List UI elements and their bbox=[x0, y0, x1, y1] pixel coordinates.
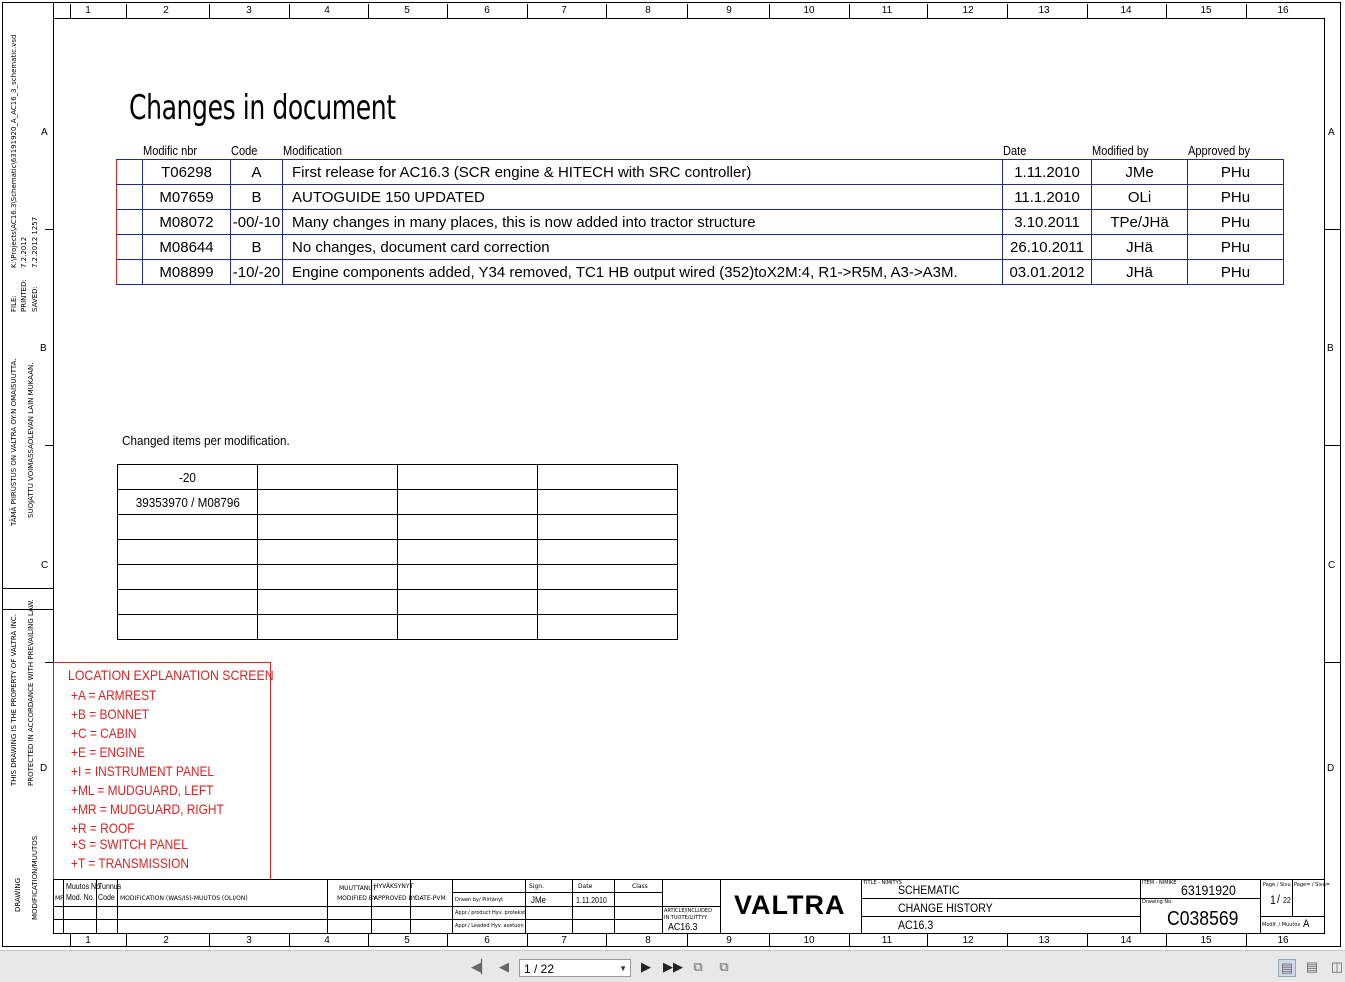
location-legend-item: +ML = MUDGUARD, LEFT bbox=[71, 782, 214, 798]
column-number: 14 bbox=[1120, 5, 1132, 16]
row-tick bbox=[1325, 445, 1341, 446]
row-letter: B bbox=[1327, 343, 1334, 354]
column-tick bbox=[1246, 4, 1247, 18]
location-legend-item: +E = ENGINE bbox=[71, 744, 146, 760]
header-approved-by: Approved by bbox=[1188, 143, 1251, 158]
forward-view-icon[interactable]: ⧉ bbox=[719, 959, 729, 974]
header-modific-nbr: Modific nbr bbox=[143, 143, 198, 158]
column-tick bbox=[769, 4, 770, 18]
column-number: 4 bbox=[324, 935, 330, 946]
change-nbr: M08072 bbox=[143, 210, 231, 235]
column-tick bbox=[1007, 933, 1008, 947]
items-row bbox=[118, 565, 678, 590]
column-tick bbox=[927, 4, 928, 18]
change-row bbox=[117, 185, 1284, 210]
column-tick bbox=[1087, 933, 1088, 947]
change-approved-by: PHu bbox=[1188, 160, 1284, 185]
row-tick bbox=[45, 662, 53, 663]
column-tick bbox=[368, 4, 369, 18]
location-legend-title: LOCATION EXPLANATION SCREEN bbox=[68, 667, 274, 683]
column-tick bbox=[289, 4, 290, 18]
items-cell bbox=[538, 540, 678, 565]
previous-page-icon[interactable]: ◀ bbox=[499, 959, 509, 974]
items-cell-text: 39353970 / M08796 bbox=[135, 494, 240, 510]
tb-page-label: Page / Sivu bbox=[1263, 882, 1291, 888]
tb-article-label: ARTICLE/INCLUDED IN TUOTE/LIITTYY bbox=[664, 908, 712, 921]
items-row bbox=[118, 490, 678, 515]
tb-title-2: CHANGE HISTORY bbox=[898, 901, 993, 915]
items-cell bbox=[118, 565, 258, 590]
tb-title-label: TITLE - NIMITYS bbox=[863, 880, 902, 886]
change-approved-by: PHu bbox=[1188, 260, 1284, 285]
column-number: 8 bbox=[645, 935, 651, 946]
header-code: Code bbox=[231, 143, 258, 158]
title-block-line bbox=[720, 879, 721, 933]
items-cell bbox=[258, 615, 398, 640]
frame-border bbox=[1324, 18, 1325, 933]
title-block-line bbox=[1260, 916, 1325, 917]
valtra-logo: VALTRA bbox=[734, 890, 846, 920]
row-letter: D bbox=[1327, 763, 1335, 774]
tb-code: Code bbox=[98, 893, 115, 902]
column-number: 7 bbox=[561, 935, 567, 946]
tb-date-pvm: DATE-PVM bbox=[415, 895, 446, 902]
tb-class-header: Class bbox=[632, 883, 648, 890]
frame-border bbox=[2, 2, 1341, 3]
change-row-marker bbox=[117, 235, 143, 260]
tb-appr-leaded: Appr./ Leaded Hyv. asetuon bbox=[455, 923, 524, 929]
title-block-line bbox=[572, 879, 573, 933]
row-letter: A bbox=[1328, 127, 1335, 138]
column-tick bbox=[527, 4, 528, 18]
items-cell bbox=[538, 615, 678, 640]
title-block-line bbox=[63, 879, 64, 933]
column-tick bbox=[447, 4, 448, 18]
items-cell bbox=[398, 490, 538, 515]
tb-muutos-no: Muutos No bbox=[66, 882, 101, 891]
items-cell bbox=[118, 515, 258, 540]
tb-modification-header: MODIFICATION (WAS/IS)-MUUTOS (OLI/ON) bbox=[120, 895, 248, 902]
frame-divider bbox=[2, 588, 53, 589]
column-tick bbox=[606, 4, 607, 18]
column-number: 5 bbox=[404, 935, 410, 946]
items-cell bbox=[258, 565, 398, 590]
column-number: 16 bbox=[1277, 5, 1289, 16]
title-block-line bbox=[662, 906, 720, 907]
change-row bbox=[117, 210, 1284, 235]
items-cell bbox=[398, 565, 538, 590]
column-number: 1 bbox=[85, 935, 91, 946]
side-printed-label: PRINTED: bbox=[20, 279, 28, 312]
change-row-marker bbox=[117, 160, 143, 185]
change-code: B bbox=[231, 235, 283, 260]
header-modification: Modification bbox=[283, 143, 342, 158]
frame-border bbox=[1340, 2, 1341, 947]
items-cell bbox=[118, 465, 258, 490]
column-tick bbox=[1246, 933, 1247, 947]
tb-page-separator: / bbox=[1277, 892, 1280, 906]
items-row bbox=[118, 540, 678, 565]
tb-title-1: SCHEMATIC bbox=[898, 883, 960, 897]
location-legend-item: +MR = MUDGUARD, RIGHT bbox=[71, 801, 224, 817]
column-number: 12 bbox=[962, 935, 974, 946]
change-date: 3.10.2011 bbox=[1003, 210, 1092, 235]
items-cell bbox=[398, 615, 538, 640]
items-cell bbox=[118, 540, 258, 565]
location-legend-item: +I = INSTRUMENT PANEL bbox=[71, 763, 215, 779]
tb-drawing-label: Drawing No. bbox=[1142, 899, 1173, 905]
row-tick bbox=[1325, 229, 1341, 230]
back-view-icon[interactable]: ⧉ bbox=[693, 959, 703, 974]
tb-date-header: Date bbox=[578, 883, 593, 890]
change-date: 26.10.2011 bbox=[1003, 235, 1092, 260]
page-title: Changes in document bbox=[129, 88, 396, 128]
tb-mod-no: Mod. No. bbox=[66, 893, 95, 902]
location-legend-item: +T = TRANSMISSION bbox=[71, 855, 189, 871]
items-cell bbox=[538, 565, 678, 590]
title-block-line bbox=[1292, 879, 1293, 916]
items-cell bbox=[118, 490, 258, 515]
column-number: 2 bbox=[163, 5, 169, 16]
column-number: 13 bbox=[1038, 5, 1050, 16]
next-page-icon[interactable]: ▶ bbox=[641, 959, 651, 974]
items-cell bbox=[538, 490, 678, 515]
column-tick bbox=[1166, 933, 1167, 947]
tb-sign-header: Sign. bbox=[529, 883, 544, 890]
tb-drawn-by: Drawn by/ Piirtänyt bbox=[455, 897, 504, 903]
column-number: 15 bbox=[1200, 935, 1212, 946]
change-row-marker bbox=[117, 210, 143, 235]
changed-items-table bbox=[117, 464, 678, 640]
chevron-down-icon: ▼ bbox=[619, 964, 627, 973]
tb-article: AC16.3 bbox=[668, 922, 698, 933]
column-number: 1 bbox=[85, 5, 91, 16]
title-block-line bbox=[861, 898, 1140, 899]
row-tick bbox=[45, 445, 53, 446]
side-drawing: DRAWING bbox=[14, 877, 22, 912]
items-cell bbox=[398, 590, 538, 615]
column-number: 11 bbox=[881, 935, 893, 946]
column-number: 11 bbox=[881, 5, 893, 16]
change-code: -10/-20 bbox=[231, 260, 283, 285]
column-tick bbox=[606, 933, 607, 947]
column-number: 8 bbox=[645, 5, 651, 16]
items-cell bbox=[258, 515, 398, 540]
title-block-line bbox=[614, 879, 615, 933]
column-tick bbox=[687, 933, 688, 947]
single-page-icon[interactable]: ▤ bbox=[1278, 959, 1296, 977]
column-number: 14 bbox=[1120, 935, 1132, 946]
side-printed-date: 7.2.2012 bbox=[20, 236, 28, 268]
side-saved-date: 7.2.2012 1257 bbox=[31, 216, 39, 268]
change-modified-by: JMe bbox=[1092, 160, 1188, 185]
column-number: 4 bbox=[324, 5, 330, 16]
change-row-marker bbox=[117, 185, 143, 210]
column-tick bbox=[209, 4, 210, 18]
location-legend-item: +R = ROOF bbox=[71, 820, 135, 836]
column-number: 5 bbox=[404, 5, 410, 16]
row-letter: B bbox=[40, 343, 47, 354]
column-tick bbox=[1087, 4, 1088, 18]
column-number: 10 bbox=[803, 5, 815, 16]
tb-modif: A bbox=[1303, 918, 1310, 930]
column-tick bbox=[126, 933, 127, 947]
header-modified-by: Modified by bbox=[1092, 143, 1149, 158]
title-block-line bbox=[861, 916, 1140, 917]
tb-tunnus: Tunnus bbox=[98, 882, 122, 891]
row-letter: A bbox=[41, 127, 48, 138]
frame-border bbox=[2, 2, 3, 947]
side-notice-en: THIS DRAWING IS THE PROPERTY OF VALTRA INC. bbox=[10, 614, 18, 786]
column-number: 13 bbox=[1038, 935, 1050, 946]
change-description: AUTOGUIDE 150 UPDATED bbox=[283, 185, 1003, 210]
tb-page-number: 1 bbox=[1270, 893, 1276, 907]
change-description: First release for AC16.3 (SCR engine & HITECH with SRC controller) bbox=[283, 160, 1003, 185]
column-tick bbox=[769, 933, 770, 947]
tb-title-3: AC16.3 bbox=[898, 918, 934, 932]
items-cell bbox=[258, 490, 398, 515]
column-tick bbox=[447, 933, 448, 947]
row-letter: D bbox=[40, 763, 48, 774]
change-row bbox=[117, 235, 1284, 260]
tb-item-label: ITEM - NIMIKE bbox=[1142, 880, 1177, 886]
title-block-line bbox=[861, 879, 862, 933]
items-row bbox=[118, 590, 678, 615]
change-description: Many changes in many places, this is now added into tractor structure bbox=[283, 210, 1003, 235]
title-block-line bbox=[1140, 879, 1141, 933]
items-row bbox=[118, 465, 678, 490]
change-row bbox=[117, 160, 1284, 185]
column-tick bbox=[927, 933, 928, 947]
items-cell bbox=[258, 590, 398, 615]
row-tick bbox=[1325, 662, 1341, 663]
tb-modif-label: Modif. / Muutos bbox=[1262, 922, 1301, 928]
items-row bbox=[118, 615, 678, 640]
frame-border bbox=[53, 933, 1325, 934]
tb-drawing-number: C038569 bbox=[1167, 908, 1239, 930]
side-file-path: K:\Projects\AC16.3\Schematic\63191920_A_AC16_3_schematic.vsd bbox=[10, 34, 18, 268]
tb-drawn-date: 1.11.2010 bbox=[576, 896, 607, 905]
location-legend-item: +B = BONNET bbox=[71, 706, 150, 722]
column-tick bbox=[849, 933, 850, 947]
tb-drawn-sign: JMe bbox=[531, 895, 546, 905]
change-modified-by: TPe/JHä bbox=[1092, 210, 1188, 235]
title-block-line bbox=[1260, 879, 1261, 933]
location-legend-item: +S = SWITCH PANEL bbox=[71, 836, 188, 852]
frame-border bbox=[53, 18, 1325, 19]
title-block-border bbox=[53, 879, 1325, 880]
items-caption: Changed items per modification. bbox=[122, 433, 290, 448]
items-cell-text: -20 bbox=[179, 469, 196, 485]
column-number: 3 bbox=[246, 5, 252, 16]
first-page-icon[interactable]: ◀▏ bbox=[471, 959, 491, 974]
tb-approved-by: APPROVED BY bbox=[374, 895, 417, 902]
change-date: 1.11.2010 bbox=[1003, 160, 1092, 185]
change-modified-by: OLi bbox=[1092, 185, 1188, 210]
tb-mf: MF bbox=[55, 895, 64, 902]
column-tick bbox=[289, 933, 290, 947]
column-number: 12 bbox=[962, 5, 974, 16]
title-block-line bbox=[327, 879, 328, 933]
column-number: 3 bbox=[246, 935, 252, 946]
change-code: B bbox=[231, 185, 283, 210]
items-cell bbox=[398, 515, 538, 540]
column-number: 15 bbox=[1200, 5, 1212, 16]
title-block-line bbox=[525, 879, 526, 933]
change-modified-by: JHä bbox=[1092, 235, 1188, 260]
change-row-marker bbox=[117, 260, 143, 285]
side-saved-label: SAVED: bbox=[31, 286, 39, 312]
column-tick bbox=[1007, 4, 1008, 18]
title-block-line bbox=[452, 879, 453, 933]
change-code: -00/-10 bbox=[231, 210, 283, 235]
items-cell bbox=[538, 465, 678, 490]
change-date: 11.1.2010 bbox=[1003, 185, 1092, 210]
items-cell bbox=[398, 465, 538, 490]
change-approved-by: PHu bbox=[1188, 185, 1284, 210]
change-row bbox=[117, 260, 1284, 285]
column-tick bbox=[1166, 4, 1167, 18]
column-tick bbox=[368, 933, 369, 947]
column-number: 9 bbox=[726, 5, 732, 16]
page-indicator: 1 / 22 bbox=[524, 962, 555, 976]
column-number: 9 bbox=[726, 935, 732, 946]
title-block-line bbox=[53, 919, 662, 920]
title-block-line bbox=[452, 892, 662, 893]
change-code: A bbox=[231, 160, 283, 185]
change-modified-by: JHä bbox=[1092, 260, 1188, 285]
tb-modified-by: MODIFIED BY bbox=[337, 895, 377, 902]
change-description: Engine components added, Y34 removed, TC1 HB output wired (352)toX2M:4, R1->R5M, A3->A3M. bbox=[283, 260, 1003, 285]
row-letter: C bbox=[1328, 560, 1336, 571]
change-nbr: T06298 bbox=[143, 160, 231, 185]
change-nbr: M08644 bbox=[143, 235, 231, 260]
column-number: 6 bbox=[484, 935, 490, 946]
items-cell bbox=[398, 540, 538, 565]
last-page-icon[interactable]: ▶▶ bbox=[663, 959, 683, 974]
items-row bbox=[118, 515, 678, 540]
column-number: 16 bbox=[1277, 935, 1289, 946]
column-tick bbox=[849, 4, 850, 18]
side-file-label: FILE: bbox=[10, 295, 18, 312]
items-cell bbox=[538, 515, 678, 540]
tb-appr-product: Appr./ product Hyv. protekst bbox=[455, 910, 526, 916]
location-legend-item: +A = ARMREST bbox=[71, 687, 157, 703]
change-description: No changes, document card correction bbox=[283, 235, 1003, 260]
frame-border bbox=[2, 946, 1341, 947]
facing-page-icon[interactable]: ◫ bbox=[1330, 959, 1344, 974]
header-date: Date bbox=[1003, 143, 1027, 158]
tb-page-total: 22 bbox=[1283, 896, 1291, 905]
change-approved-by: PHu bbox=[1188, 210, 1284, 235]
side-modification: MODIFICATION/MUUTOS bbox=[31, 835, 39, 920]
continuous-page-icon[interactable]: ▤ bbox=[1305, 959, 1319, 974]
column-tick bbox=[126, 4, 127, 18]
tb-item-number: 63191920 bbox=[1181, 882, 1236, 898]
column-number: 6 bbox=[484, 5, 490, 16]
row-letter: C bbox=[41, 560, 49, 571]
items-cell bbox=[118, 590, 258, 615]
items-cell bbox=[118, 615, 258, 640]
column-number: 7 bbox=[561, 5, 567, 16]
side-notice-fi: SUOJATTU VOIMASSAOLEVAN LAIN MUKAAN. bbox=[27, 362, 35, 518]
column-tick bbox=[527, 933, 528, 947]
column-tick bbox=[209, 933, 210, 947]
change-approved-by: PHu bbox=[1188, 235, 1284, 260]
side-notice-en: PROTECTED IN ACCORDANCE WITH PREVAILING LAW. bbox=[27, 599, 35, 786]
tb-pages-label: Page= / Sivu= bbox=[1294, 882, 1331, 888]
location-legend bbox=[53, 662, 274, 880]
changes-table bbox=[116, 159, 1284, 285]
column-tick bbox=[687, 4, 688, 18]
side-notice-fi: TÄMÄ PIIRUSTUS ON VALTRA OY:N OMAISUUTTA. bbox=[10, 358, 18, 526]
items-cell bbox=[258, 465, 398, 490]
change-nbr: M07659 bbox=[143, 185, 231, 210]
column-number: 10 bbox=[803, 935, 815, 946]
title-block-line bbox=[53, 906, 662, 907]
change-nbr: M08899 bbox=[143, 260, 231, 285]
page-selector[interactable] bbox=[519, 959, 631, 977]
location-legend-item: +C = CABIN bbox=[71, 725, 137, 741]
pdf-viewer-toolbar bbox=[0, 950, 1345, 982]
column-number: 2 bbox=[163, 935, 169, 946]
items-cell bbox=[538, 590, 678, 615]
change-date: 03.01.2012 bbox=[1003, 260, 1092, 285]
row-tick bbox=[45, 229, 53, 230]
items-cell bbox=[258, 540, 398, 565]
tb-hyvaksynyt: HYVÄKSYNYT bbox=[374, 883, 414, 890]
tb-muuttanut: MUUTTANUT bbox=[339, 885, 377, 892]
